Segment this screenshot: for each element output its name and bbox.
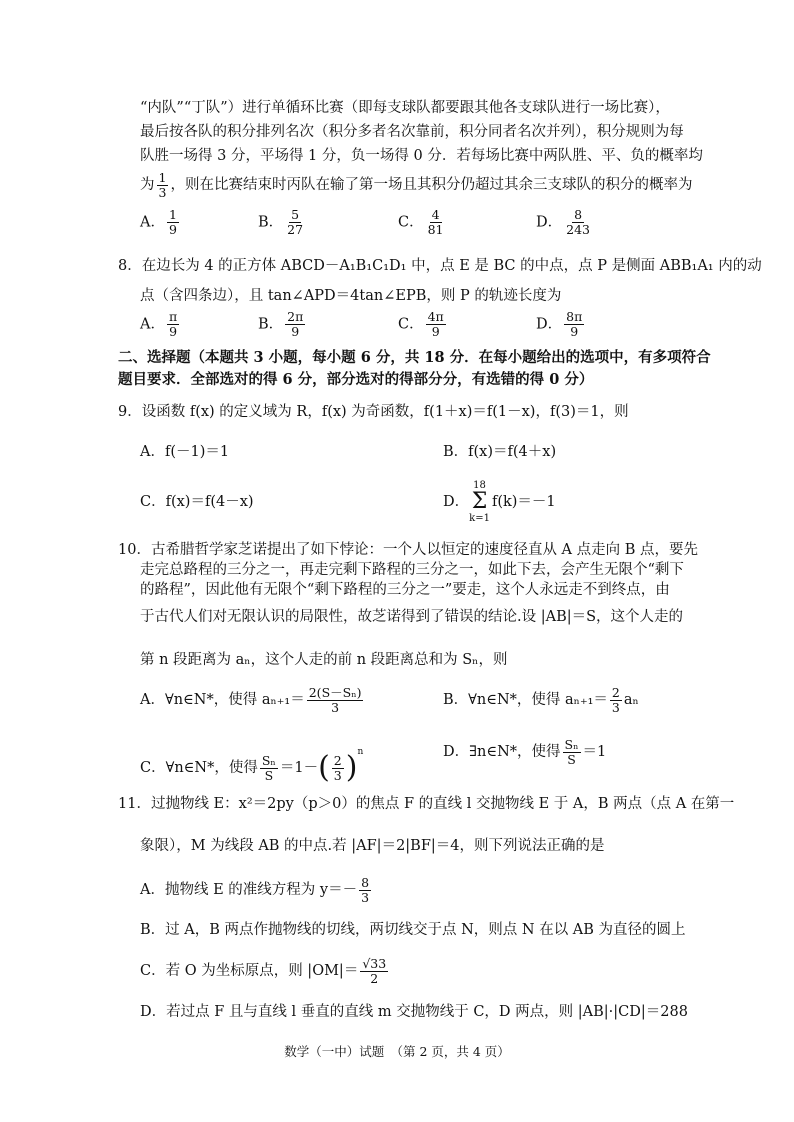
q11-option-d: D．若过点 F 且与直线 l 垂直的直线 m 交抛物线于 C，D 两点，则 |AB|·|CD|＝288 [140,1004,688,1020]
q8-option-b: B． $\frac{2\pi}{9}$ [258,309,304,339]
q8-option-a: A． $\frac{\pi}{9}$ [140,309,178,339]
q8-line-1: 8．在边长为 4 的正方体 ABCD－A₁B₁C₁D₁ 中，点 E 是 BC 的中点，点 P 是侧面 ABB₁A₁ 内的动 [118,258,762,274]
q11-line-1: 11．过抛物线 E：x²＝2py（p＞0）的焦点 F 的直线 l 交抛物线 E 于 A，B 两点（点 A 在第一 [118,796,735,812]
q9-option-b: B．f(x)＝f(4＋x) [443,444,557,460]
q7-option-d: D． $\frac{8}{243}$ [536,207,590,237]
q10-option-d: D．∃n∈N*，使得 $\frac{\text{Sₙ}}{S}$ ＝1 [443,736,607,767]
q8-line-2: 点（含四条边），且 tan∠APD＝4tan∠EPB，则 P 的轨迹长度为 [140,288,562,304]
q11-line-2: 象限），M 为线段 AB 的中点.若 |AF|＝2|BF|＝4，则下列说法正确的是 [140,838,605,854]
q7-option-a: A． $\frac{1}{9}$ [140,207,177,237]
q7-line-1: “内队”“丁队”）进行单循环比赛（即每支球队都要跟其他各支球队进行一场比赛）， [140,100,670,116]
section-heading-line-1: 二、选择题（本题共 3 小题，每小题 6 分，共 18 分．在每小题给出的选项中，有多项符合 [118,349,711,366]
q10-line-4: 于古代人们对无限认识的局限性，故芝诺得到了错误的结论.设 |AB|＝S，这个人走的 [140,609,684,625]
q9-option-c: C．f(x)＝f(4－x) [140,494,254,510]
q11-option-b: B．过 A，B 两点作抛物线的切线，两切线交于点 N，则点 N 在以 AB 为直径的圆上 [140,922,686,938]
q10-option-a: A．∀n∈N*，使得 aₙ₊₁＝ $\frac{\text{2(S－Sₙ)}}{3}$ [140,684,362,715]
q10-line-1: 10．古希腊哲学家芝诺提出了如下悖论：一个人以恒定的速度径直从 A 点走向 B 点，要先 [118,542,699,558]
q10-line-2: 走完总路程的三分之一，再走完剩下路程的三分之一，如此下去，会产生无限个“剩下 [140,562,684,578]
sigma-symbol: 18 Σ k=1 [469,480,490,524]
q11-option-c: C．若 O 为坐标原点，则 |OM|＝ $\frac{√33}{2}$ [140,955,387,986]
q7-line-3: 队胜一场得 3 分，平场得 1 分，负一场得 0 分．若每场比赛中两队胜、平、负的概率均 [140,148,703,164]
section-heading-line-2: 题目要求．全部选对的得 6 分，部分选对的得部分分，有选错的得 0 分） [118,371,594,388]
q10-line-3: 的路程”，因此他有无限个“剩下路程的三分之一”要走，这个人永远走不到终点，由 [140,582,670,598]
fraction: $\frac{1}{3}$ [158,169,167,200]
q11-option-a: A．抛物线 E 的准线方程为 y＝－ $\frac{8}{3}$ [140,874,370,905]
q9-option-a: A．f(－1)＝1 [140,444,230,460]
q7-line-2: 最后按各队的积分排列名次（积分多者名次靠前，积分同者名次并列），积分规则为每 [140,124,684,140]
q8-option-d: D． $\frac{8\pi}{9}$ [536,309,583,339]
q10-line-5: 第 n 段距离为 aₙ，这个人走的前 n 段距离总和为 Sₙ，则 [140,652,508,668]
q8-option-c: C． $\frac{4\pi}{9}$ [398,309,444,339]
q7-option-c: C． $\frac{4}{81}$ [398,207,444,237]
page-footer: 数学（一中）试题 （第 2 页，共 4 页） [284,1044,510,1059]
q10-option-c: C．∀n∈N*，使得 $\frac{\text{Sₙ}}{S}$ ＝1－( $\frac{2}{3}$ )$^n$ [140,747,364,785]
q7-line-4: 为 $\frac{1}{3}$ ，则在比赛结束时丙队在输了第一场且其积分仍超过其余三支球队的积分的概率为 [140,169,693,200]
q9-option-d: D． 18 Σ k=1 f(k)＝－1 [443,480,556,524]
q10-option-b: B．∀n∈N*，使得 aₙ₊₁＝ $\frac{2}{3}$ aₙ [443,684,639,715]
q9-stem: 9．设函数 f(x) 的定义域为 R，f(x) 为奇函数，f(1＋x)＝f(1－x)，f(3)＝1，则 [118,404,629,420]
q7-option-b: B． $\frac{5}{27}$ [258,207,304,237]
